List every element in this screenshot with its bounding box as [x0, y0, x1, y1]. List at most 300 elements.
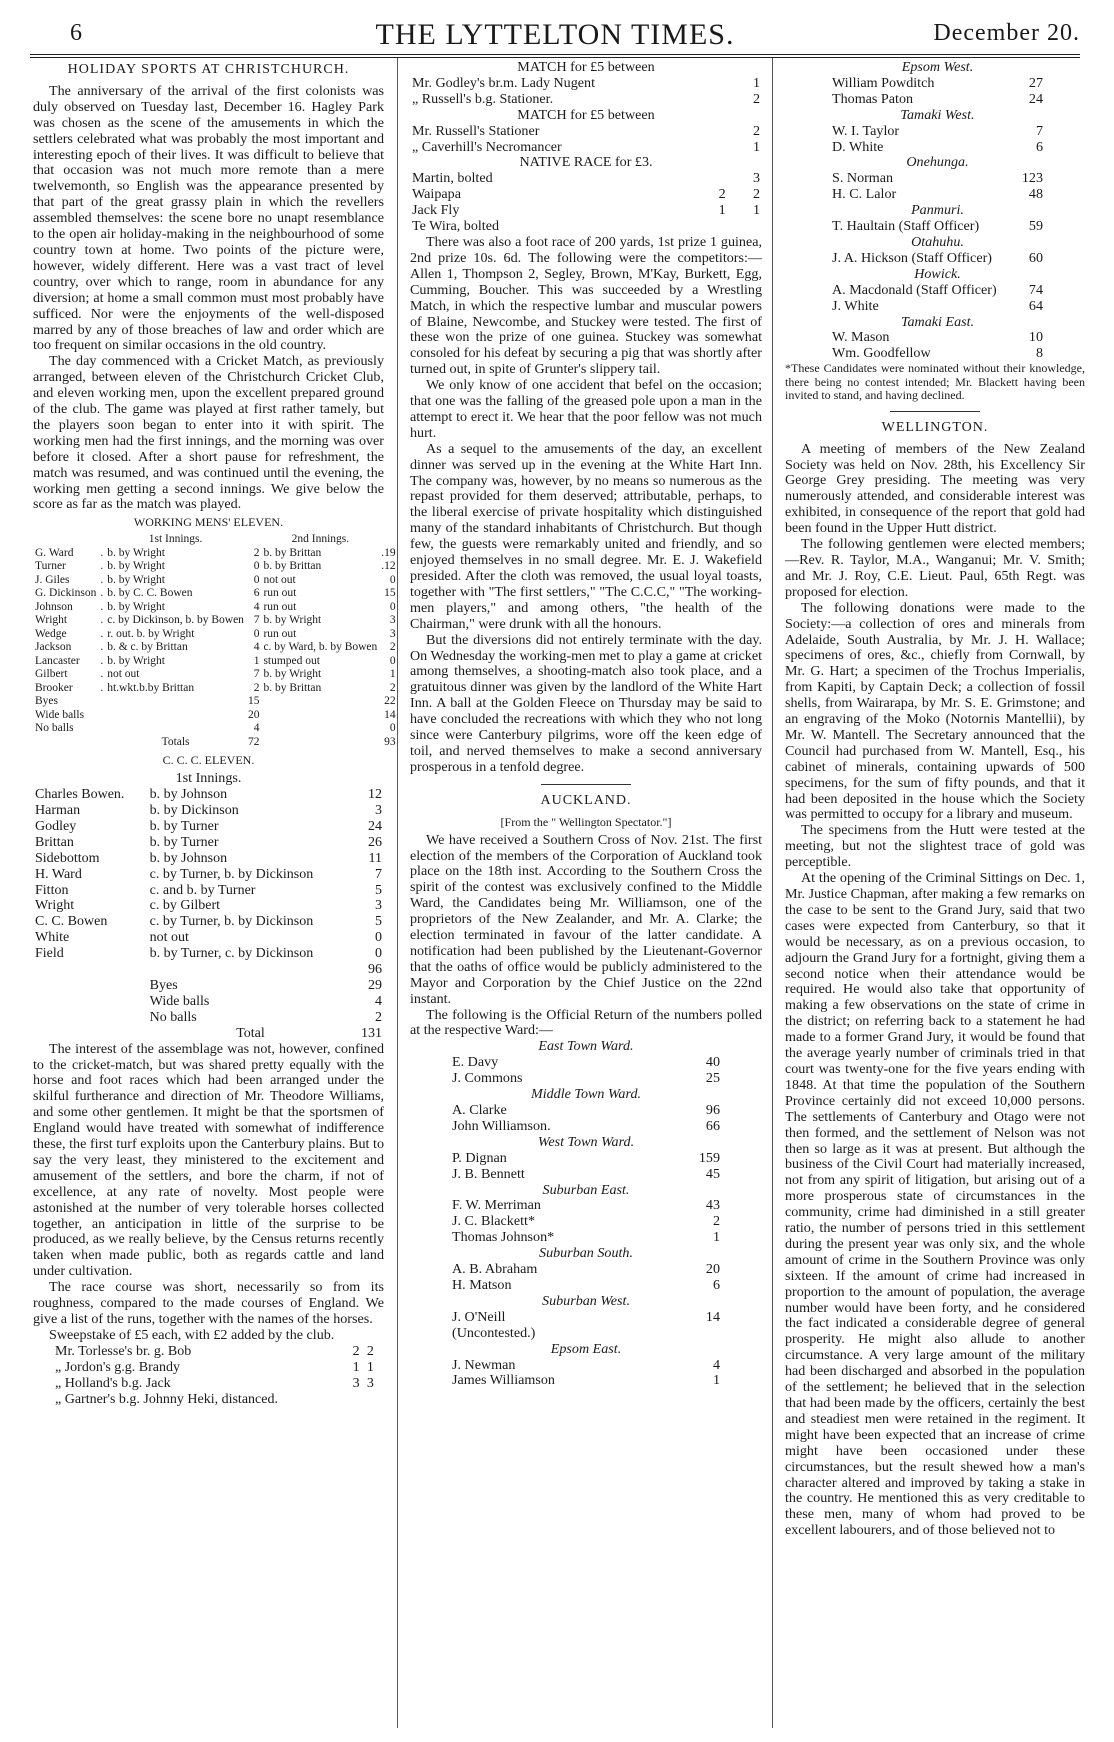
table-cell: C. C. Bowen: [35, 914, 108, 930]
table-cell: 1: [752, 138, 760, 155]
table-cell: James Williamson: [452, 1372, 555, 1389]
score-row: [33, 930, 384, 946]
candidate-row: [450, 1326, 722, 1342]
ward-name: Panmuri.: [911, 202, 964, 219]
table-cell: 0: [375, 930, 382, 946]
table-cell: 72: [247, 735, 260, 748]
table-cell: 2: [712, 1213, 720, 1230]
table-cell: 64: [1028, 297, 1043, 314]
table-cell: A. B. Abraham: [452, 1261, 538, 1278]
table-cell: c. and b. by Turner: [149, 882, 256, 898]
table-cell: 1: [366, 1359, 374, 1375]
table-cell: .: [100, 641, 104, 654]
table-cell: 48: [1028, 186, 1043, 203]
score-row: [33, 835, 384, 851]
source-note: [From the " Wellington Spectator."]: [500, 814, 672, 829]
paragraph: The specimens from the Hutt were tested at the meeting, but not the slightest trace of gold was perceptible.: [785, 822, 1085, 871]
table-cell: J. Commons: [452, 1070, 523, 1087]
table-cell: A. Macdonald (Staff Officer): [832, 281, 997, 298]
match-2-results: [410, 124, 762, 156]
paragraph: Sweepstake of £5 each, with £2 added by the club.: [49, 1326, 335, 1343]
table-cell: 6: [253, 587, 260, 600]
table-cell: Johnson: [35, 600, 73, 613]
table-cell: 43: [705, 1197, 720, 1214]
table-cell: Byes: [35, 695, 58, 708]
ward-name: Suburban East.: [542, 1181, 630, 1198]
table-cell: E. Davy: [452, 1054, 499, 1071]
candidate-row: [830, 92, 1045, 108]
table-cell: run out: [263, 587, 297, 600]
table-cell: run out: [263, 627, 297, 640]
table-cell: Wright: [35, 614, 68, 627]
race-row: [410, 76, 762, 92]
candidate-row: [450, 1278, 722, 1294]
table-cell: b. by Wright: [263, 668, 322, 681]
table-cell: John Williamson.: [452, 1117, 551, 1134]
footnote: *These Candidates were nominated without their knowledge, there being no contest intended; Mr. Blackett having been invited to stand, and having declined.: [785, 361, 1085, 403]
table-cell: 15: [384, 587, 396, 600]
table-cell: 0: [389, 600, 396, 613]
totals-row: [33, 736, 398, 750]
ward-name: Suburban West.: [542, 1292, 630, 1309]
table-cell: Turner: [35, 560, 66, 573]
table-cell: Harman: [35, 803, 81, 818]
table-cell: H. C. Lalor: [832, 186, 897, 203]
table-cell: White: [35, 930, 70, 946]
table-cell: 0: [389, 722, 396, 735]
score-row: [33, 883, 384, 899]
innings-label: 2nd Innings.: [291, 533, 350, 546]
ward-name: West Town Ward.: [537, 1133, 635, 1150]
table-cell: 6: [712, 1276, 720, 1293]
race-row: [410, 187, 762, 203]
table-cell: 96: [705, 1102, 720, 1118]
paragraph: The following gentlemen were elected members;—Rev. R. Taylor, M.A., Wanganui; Mr. V. Smith; and Mr. J. Roy, C.E. Lieut. Paul, 65th Regt. was proposed for election.: [785, 536, 1085, 600]
ward-results: [450, 1055, 722, 1087]
table-cell: 3: [375, 898, 382, 914]
column-divider: [772, 58, 773, 1728]
score-row: [33, 614, 398, 628]
header-rule-2: [30, 57, 1080, 58]
ward-results: [830, 76, 1045, 108]
paragraph: The race course was short, necessarily so from its roughness, compared to the made courses of England. We give a list of the runs, together with the names of the horses.: [33, 1279, 384, 1327]
table-cell: b. by Wright: [107, 573, 165, 586]
candidate-row: [830, 76, 1045, 92]
table-cell: .19: [381, 546, 396, 559]
race-row: [410, 203, 762, 219]
paragraph: The day commenced with a Cricket Match, as previously arranged, between eleven of the Christchurch Cricket Club, and eleven working men, upon the excellent prepared ground of the club. The game was played at first rather tamely, but the players soon began to enter into it with spirit. The working men had the first innings, and the morning was over before it closed. After a short pause for refreshment, the match was resumed, and was continued until the evening, the working men getting a second innings. We give below the score as far as the match was played.: [33, 353, 384, 513]
native-race-results: [410, 171, 762, 235]
subtotal-row: [33, 962, 384, 978]
column-2: [410, 60, 762, 1389]
table-cell: J. B. Bennett: [452, 1165, 525, 1182]
candidate-row: [830, 187, 1045, 203]
table-cell: not out: [263, 573, 296, 586]
table-cell: 14: [705, 1308, 720, 1325]
score-row: [33, 628, 398, 642]
race-row: [410, 92, 762, 108]
column-1: [33, 60, 396, 1407]
table-cell: b. by Turner, c. by Dickinson: [149, 946, 314, 962]
table-cell: c. by Gilbert: [149, 898, 221, 914]
table-cell: 4: [253, 600, 260, 613]
candidate-row: [450, 1310, 722, 1326]
table-cell: W. I. Taylor: [832, 122, 900, 139]
candidate-row: [450, 1198, 722, 1214]
table-cell: 11: [368, 850, 382, 866]
candidate-row: [450, 1358, 722, 1374]
table-cell: 25: [705, 1070, 720, 1087]
paragraph: The following donations were made to the Society:—a collection of ores and minerals from Adelaide, South Australia, by Mr. J. H. Wallace; specimens of ores, &c., chiefly from Cornwall, by Mr. G. Hart; a specimen of the Trochus Imperialis, from Kapiti, by Captain Deck; a collection of fossil shells, from Wairarapa, by Mr. S. E. Grimstone; and an engraving of the Moko (Notornis Mantellii), by Mr. W. Mantell. The Secretary announced that the Council had purchased from W. Mantell, Esq., his cabinet of minerals, containing upwards of 500 specimens, for the sum of fifty pounds, and that it had been deposited in the house which the Society was permitted to occupy for a library and museum.: [785, 599, 1085, 823]
article-heading-holiday: HOLIDAY SPORTS AT CHRISTCHURCH.: [67, 62, 350, 77]
table-cell: William Powditch: [832, 74, 935, 91]
table-cell: run out: [263, 600, 297, 613]
article-heading-auckland: AUCKLAND.: [540, 792, 632, 808]
table-cell: F. W. Merriman: [452, 1197, 541, 1214]
ward-results: [830, 283, 1045, 315]
table-cell: G. Dickinson: [35, 587, 97, 600]
table-cell: 1: [712, 1372, 720, 1389]
table-cell: [362, 1392, 376, 1408]
table-cell: .: [100, 573, 104, 586]
table-cell: c. by Turner, b. by Dickinson: [149, 914, 314, 930]
table-cell: b. by Brittan: [263, 560, 322, 573]
paragraph: There was also a foot race of 200 yards, 1st prize 1 guinea, 2nd prize 10s. 6d. The following were the competitors:—Allen 1, Thompson 2, Segley, Brown, M'Kay, Burkett, Egg, Cumming, Boucher. This was succeeded by a Wrestling Match, in which the respective lumbar and muscular powers of Blaine, Newcombe, and Stuckey were tested. The first of these won the prize of one guinea. Stuckey was somewhat consoled for his defeat by securing a pig that was shortly after turned out, in spite of Grunter's slippery tail.: [410, 233, 762, 378]
table-cell: Wm. Goodfellow: [832, 345, 931, 362]
table-cell: Waipapa: [412, 186, 461, 203]
table-cell: „ Caverhill's Necromancer: [412, 138, 562, 155]
page-header: [30, 20, 1080, 50]
paragraph: As a sequel to the amusements of the day, an excellent dinner was served up in the evening at the White Hart Inn. The company was, however, by no means so numerous as the repast provided for them deserved; attributable, perhaps, to the liberal exercise of private hospitality which distinguished many of the standard inhabitants of Christchurch. But though few, the guests were remarkably united and friendly, and so enjoyed themselves in no small degree. Mr. E. J. Wakefield presided. After the cloth was removed, the usual loyal toasts, together with "The first settlers," "The C.C.C," "The working-men players," and among others, "the health of the Chairman," were drunk with all the honours.: [410, 440, 762, 632]
table-cell: 0: [253, 573, 260, 586]
table-cell: 22: [384, 695, 396, 708]
score-row: [33, 946, 384, 962]
table-cell: Gilbert: [35, 668, 68, 681]
table-cell: 5: [375, 882, 382, 898]
table-cell: c. by Ward, b. by Bowen: [263, 641, 378, 654]
table-cell: b. by Dickinson: [149, 803, 239, 818]
table-cell: 7: [1035, 122, 1043, 139]
race-row: [53, 1392, 376, 1408]
score-row: [33, 787, 384, 803]
table-cell: 0: [389, 654, 396, 667]
score-row: [33, 898, 384, 914]
table-cell: 66: [705, 1117, 720, 1134]
table-cell: 2: [718, 186, 726, 203]
paragraph: The anniversary of the arrival of the first colonists was duly observed on Tuesday last, December 16. Hagley Park was chosen as the scene of the amusements in which the settlers celebrated what was probably the most important and interesting epoch of their lives. It was difficult to believe that that occasion was not much more remote than a mere twelvemonth, so English was the appearance presented by that part of the great grassy plain in which the revellers assembled themselves: the scene bore no unapt resemblance to the open air holiday-making in the neighbourhood of some country town at home. Two points of the picture were, however, widely different. Here was a vast tract of level country, over which to range, room in abundance for any diversion; at home a small common must most probably have sufficed. Nor were the enjoyments of the well-disposed marred by any of those breaches of law and order which are too frequent on similar occasions in the old country.: [33, 82, 384, 354]
race-row: [410, 171, 762, 187]
table-cell: stumped out: [263, 654, 320, 667]
table-cell: Brittan: [35, 834, 74, 850]
extras-row: [33, 978, 384, 994]
table-cell: Wide balls: [149, 993, 210, 1009]
table-cell: c. by Dickinson, b. by Bowen: [107, 614, 244, 627]
table-cell: 0: [253, 627, 260, 640]
table-cell: Jackson: [35, 641, 72, 654]
table-cell: 96: [368, 962, 382, 978]
table-cell: 7: [375, 866, 382, 882]
table-cell: 5: [375, 914, 382, 930]
table-cell: b. by Johnson: [149, 787, 228, 803]
table-cell: b. by Brittan: [263, 681, 322, 694]
candidate-row: [830, 283, 1045, 299]
table-cell: „ Holland's b.g. Jack: [55, 1375, 171, 1391]
ward-name: Otahuhu.: [911, 233, 964, 250]
working-mens-scorecard: [33, 533, 398, 749]
table-cell: [693, 219, 727, 235]
candidate-row: [450, 1230, 722, 1246]
candidate-row: [450, 1167, 722, 1183]
table-cell: T. Haultain (Staff Officer): [832, 218, 980, 235]
score-row: [33, 547, 398, 561]
table-cell: 2: [752, 186, 760, 203]
extras-row: [33, 1010, 384, 1026]
candidate-row: [830, 299, 1045, 315]
ward-results: [830, 251, 1045, 267]
ward-results: [830, 171, 1045, 203]
table-cell: 29: [368, 977, 382, 993]
table-cell: Thomas Paton: [832, 90, 914, 107]
ward-results: [450, 1310, 722, 1342]
ward-results: [830, 219, 1045, 235]
table-cell: .: [100, 614, 104, 627]
table-cell: Brooker: [35, 681, 73, 694]
score-heading: C. C. C. ELEVEN.: [162, 753, 255, 768]
table-cell: (Uncontested.): [452, 1324, 536, 1341]
table-cell: S. Norman: [832, 170, 894, 187]
paragraph: The interest of the assemblage was not, however, confined to the cricket-match, but was shared pretty equally with the horse and foot races which had been arranged under the skilful furtherance and direction of Mr. Theodore Williams, and some other gentlemen. It might be that the sportsmen of England would have treated with somewhat of indifference these, the first turf exploits upon the Canterbury plains. But to say the very least, they ministered to the excitement and amusement of the settlers, and bore the charm, if not of excellence, at any rate of novelty. Most people were astonished at the number of very tolerable horses collected together, an anticipation in little of the surprise to be produced, as we really believe, by the Census returns recently taken when made public, both as regards cattle and land under cultivation.: [33, 1040, 384, 1280]
ward-name: Tamaki West.: [900, 106, 975, 123]
race-row: [410, 140, 762, 156]
table-cell: 24: [368, 818, 382, 834]
table-cell: b. by Turner: [149, 818, 219, 834]
candidate-row: [830, 346, 1045, 362]
candidate-row: [450, 1055, 722, 1071]
candidate-row: [830, 171, 1045, 187]
table-cell: b. by Wright: [107, 560, 165, 573]
table-cell: .12: [381, 560, 396, 573]
race-row: [53, 1360, 376, 1376]
score-row: [33, 682, 398, 696]
table-cell: Charles Bowen.: [35, 787, 125, 803]
table-cell: 4: [253, 641, 260, 654]
score-row: [33, 803, 384, 819]
extras-row: [33, 695, 398, 709]
candidate-row: [830, 219, 1045, 235]
table-cell: 74: [1028, 281, 1043, 298]
table-cell: J. C. Blackett*: [452, 1213, 535, 1230]
table-cell: not out: [149, 930, 189, 946]
table-cell: 4: [253, 722, 260, 735]
score-row: [33, 601, 398, 615]
table-cell: Te Wira, bolted: [412, 218, 500, 235]
table-cell: Mr. Torlesse's br. g. Bob: [55, 1343, 192, 1359]
ward-name: Epsom West.: [901, 59, 974, 75]
table-cell: 2: [389, 641, 396, 654]
race-row: [410, 124, 762, 140]
extras-row: [33, 994, 384, 1010]
table-cell: c. by Turner, b. by Dickinson: [149, 866, 314, 882]
column-divider: [397, 58, 398, 1728]
table-cell: H. Matson: [452, 1276, 512, 1293]
page-number: 6: [70, 20, 82, 46]
table-cell: J. O'Neill: [452, 1308, 506, 1325]
table-cell: [347, 1392, 361, 1408]
table-cell: 1: [752, 74, 760, 91]
table-cell: J. A. Hickson (Staff Officer): [832, 249, 992, 266]
table-cell: b. by Johnson: [149, 850, 228, 866]
table-cell: .: [100, 627, 104, 640]
table-cell: 3: [366, 1375, 374, 1391]
table-cell: 2: [752, 90, 760, 107]
table-cell: 4: [375, 993, 382, 1009]
table-cell: J. White: [832, 297, 879, 314]
table-cell: 1: [752, 202, 760, 219]
table-cell: No balls: [149, 1009, 197, 1025]
table-cell: 15: [247, 695, 260, 708]
table-cell: 59: [1028, 218, 1043, 235]
table-cell: 7: [253, 614, 260, 627]
table-cell: 2: [253, 681, 260, 694]
ward-results: [450, 1103, 722, 1135]
table-cell: 3: [389, 627, 396, 640]
table-cell: 2: [253, 546, 260, 559]
table-cell: „ Jordon's g.g. Brandy: [55, 1359, 181, 1375]
candidate-row: [450, 1071, 722, 1087]
table-cell: A. Clarke: [452, 1102, 507, 1118]
ward-results: [830, 330, 1045, 362]
table-cell: Wide balls: [35, 708, 85, 721]
table-cell: 14: [384, 708, 396, 721]
table-cell: 2: [752, 122, 760, 139]
ward-name: Howick.: [914, 265, 961, 282]
table-cell: 1: [389, 668, 396, 681]
ward-results: [450, 1262, 722, 1294]
score-row: [33, 641, 398, 655]
table-cell: 2: [352, 1343, 360, 1359]
score-row: [33, 819, 384, 835]
table-cell: ht.wkt.b.by Brittan: [107, 681, 195, 694]
race-row: [53, 1344, 376, 1360]
section-rule: [541, 784, 631, 785]
table-cell: 10: [1028, 329, 1043, 346]
paragraph: At the opening of the Criminal Sittings on Dec. 1, Mr. Justice Chapman, after making a few remarks on the case to be sent to the Grand Jury, said that two cases were expected from Canterbury, so that it would be necessary, as on a previous occasion, to adjourn the Grand Jury for a fortnight, giving them a second notice when their attendance would be required. He would also take that opportunity of making a few observations on the state of crime in the district; on referring back to a statement he had made to a former Grand Jury, it would be found that the average yearly number of criminals tried in that court was twenty-one for the five years ending with 1848. At that time the population of the Southern Province certainly did not exceed 10,000 persons. The settlements of Canterbury and Otago were not then formed, and the settlement of Nelson was not then so large as it was at present. But although the business of the Civil Court had materially increased, not from any spirit of litigation, but arising out of a more prosperous state of circumstances in the community, crime had diminished in a still greater ratio, the number of persons tried in this settlement during the present year was only six, and the whole amount of crime in the Southern Province was only sixteen. If the amount of crime had increased in proportion to the amount of population, the average number would have been forty, and he considered the fact indicated a considerable degree of general prosperity. He might also allude to another circumstance. A very large amount of the military had been discharged and absorbed in the population of the settlement; he believed that in the selection that had been made by the officers, certainly the best and steadiest men were retained in the regiment. It might have been expected that an increase of crime might have been occasioned under these circumstances, but the result shewed how a man's character altered and improved by taking a stake in the country. He mentioned this as very creditable to these men, many of whom had proved to be excellent labourers, and of those believed not to: [785, 870, 1085, 1539]
table-cell: 2: [389, 681, 396, 694]
candidate-row: [830, 251, 1045, 267]
totals-row: [33, 1026, 384, 1042]
table-cell: No balls: [35, 722, 74, 735]
table-cell: J. Newman: [452, 1356, 516, 1373]
column-3: [785, 60, 1085, 1539]
table-cell: [728, 219, 762, 235]
table-cell: 3: [375, 803, 382, 818]
candidate-row: [450, 1214, 722, 1230]
ward-returns: [785, 60, 1085, 362]
table-cell: Wedge: [35, 627, 67, 640]
table-cell: 20: [705, 1261, 720, 1278]
table-cell: 93: [384, 735, 396, 748]
table-cell: .: [100, 546, 104, 559]
table-cell: 12: [368, 787, 382, 803]
table-cell: 40: [705, 1054, 720, 1071]
ward-name: Suburban South.: [539, 1245, 633, 1262]
score-row: [33, 914, 384, 930]
paragraph: We only know of one accident that befel on the occasion; that one was the falling of the greased pole upon a man in the attempt to erect it. We hear that the poor fellow was not much hurt.: [410, 377, 762, 441]
table-cell: .: [100, 587, 104, 600]
table-cell: D. White: [832, 138, 884, 155]
table-cell: 7: [253, 668, 260, 681]
table-cell: b. by C. C. Bowen: [107, 587, 193, 600]
issue-date: December 20.: [933, 20, 1080, 46]
table-cell: 20: [247, 708, 260, 721]
paragraph: But the diversions did not entirely terminate with the day. On Wednesday the working-men met to play a game at cricket among themselves, a shooting-match also took place, and a gratuitous dinner was given by the landlord of the White Hart Inn. A ball at the Golden Fleece on Thursday may be said to have concluded the recreations with which they who not long since were Canterbury pilgrims, wore off the keen edge of toil, and nerved themselves to make a second anniversary prosperous in a tenfold degree.: [410, 631, 762, 775]
ccc-scorecard: [33, 787, 384, 1042]
candidate-row: [450, 1373, 722, 1389]
score-row: [33, 587, 398, 601]
innings-label: 1st Innings.: [148, 533, 203, 546]
race-title: MATCH for £5 between: [517, 59, 655, 75]
table-cell: Thomas Johnson*: [452, 1229, 555, 1246]
table-cell: 0: [389, 573, 396, 586]
race-title: MATCH for £5 between: [517, 106, 655, 123]
article-heading-wellington: WELLINGTON.: [881, 419, 989, 435]
table-cell: Fitton: [35, 882, 69, 898]
table-cell: .: [100, 668, 104, 681]
score-row: [33, 668, 398, 682]
table-cell: 60: [1028, 249, 1043, 266]
ward-name: Tamaki East.: [900, 313, 975, 330]
table-cell: J. Giles: [35, 573, 70, 586]
paragraph: We have received a Southern Cross of Nov. 21st. The first election of the members of the Corporation of Auckland took place on the 18th inst. According to the Southern Cross the spirit of the contest was exclusively confined to the Middle Ward, the Candidates being Mr. Williamson, one of the proprietors of the New Zealander, and Mr. A. Clarke; the election terminated in favour of the latter candidate. A notification had been published by the Lieutenant-Governor that the oaths of office would be publicly administered to the Mayor and Corporation by the Chief Justice on the 22nd instant.: [410, 831, 762, 1007]
innings-label: 1st Innings.: [175, 770, 242, 787]
table-cell: P. Dignan: [452, 1149, 507, 1166]
table-cell: Mr. Godley's br.m. Lady Nugent: [412, 74, 595, 91]
table-cell: Godley: [35, 818, 77, 834]
score-row: [33, 574, 398, 588]
table-cell: 6: [1035, 138, 1043, 155]
table-cell: b. by Wright: [107, 654, 165, 667]
table-cell: b. by Wright: [263, 614, 322, 627]
candidate-row: [450, 1151, 722, 1167]
ward-results: [830, 124, 1045, 156]
ward-results: [450, 1151, 722, 1183]
table-cell: G. Ward: [35, 546, 74, 559]
table-cell: 1: [253, 654, 260, 667]
table-cell: r. out. b. by Wright: [107, 627, 195, 640]
table-cell: 26: [368, 834, 382, 850]
table-cell: W. Mason: [832, 329, 890, 346]
table-cell: Mr. Russell's Stationer: [412, 122, 540, 139]
table-cell: 1: [718, 202, 726, 219]
ward-name: Middle Town Ward.: [530, 1086, 642, 1103]
table-cell: .: [100, 681, 104, 694]
table-cell: 45: [705, 1165, 720, 1182]
score-row: [33, 655, 398, 669]
table-cell: b. by Wright: [107, 546, 165, 559]
table-cell: Byes: [149, 977, 178, 993]
table-cell: [675, 1326, 722, 1342]
table-cell: „ Gartner's b.g. Johnny Heki, distanced.: [55, 1391, 278, 1407]
paragraph: The following is the Official Return of the numbers polled at the respective Ward:—: [410, 1006, 762, 1039]
table-cell: b. by Brittan: [263, 546, 322, 559]
ward-name: Epsom East.: [550, 1340, 622, 1357]
score-heading: WORKING MENS' ELEVEN.: [133, 515, 284, 530]
race-title: NATIVE RACE for £3.: [519, 154, 653, 171]
table-cell: Sidebottom: [35, 850, 100, 866]
table-cell: Totals: [161, 735, 190, 748]
table-cell: Lancaster: [35, 654, 80, 667]
candidate-row: [450, 1119, 722, 1135]
